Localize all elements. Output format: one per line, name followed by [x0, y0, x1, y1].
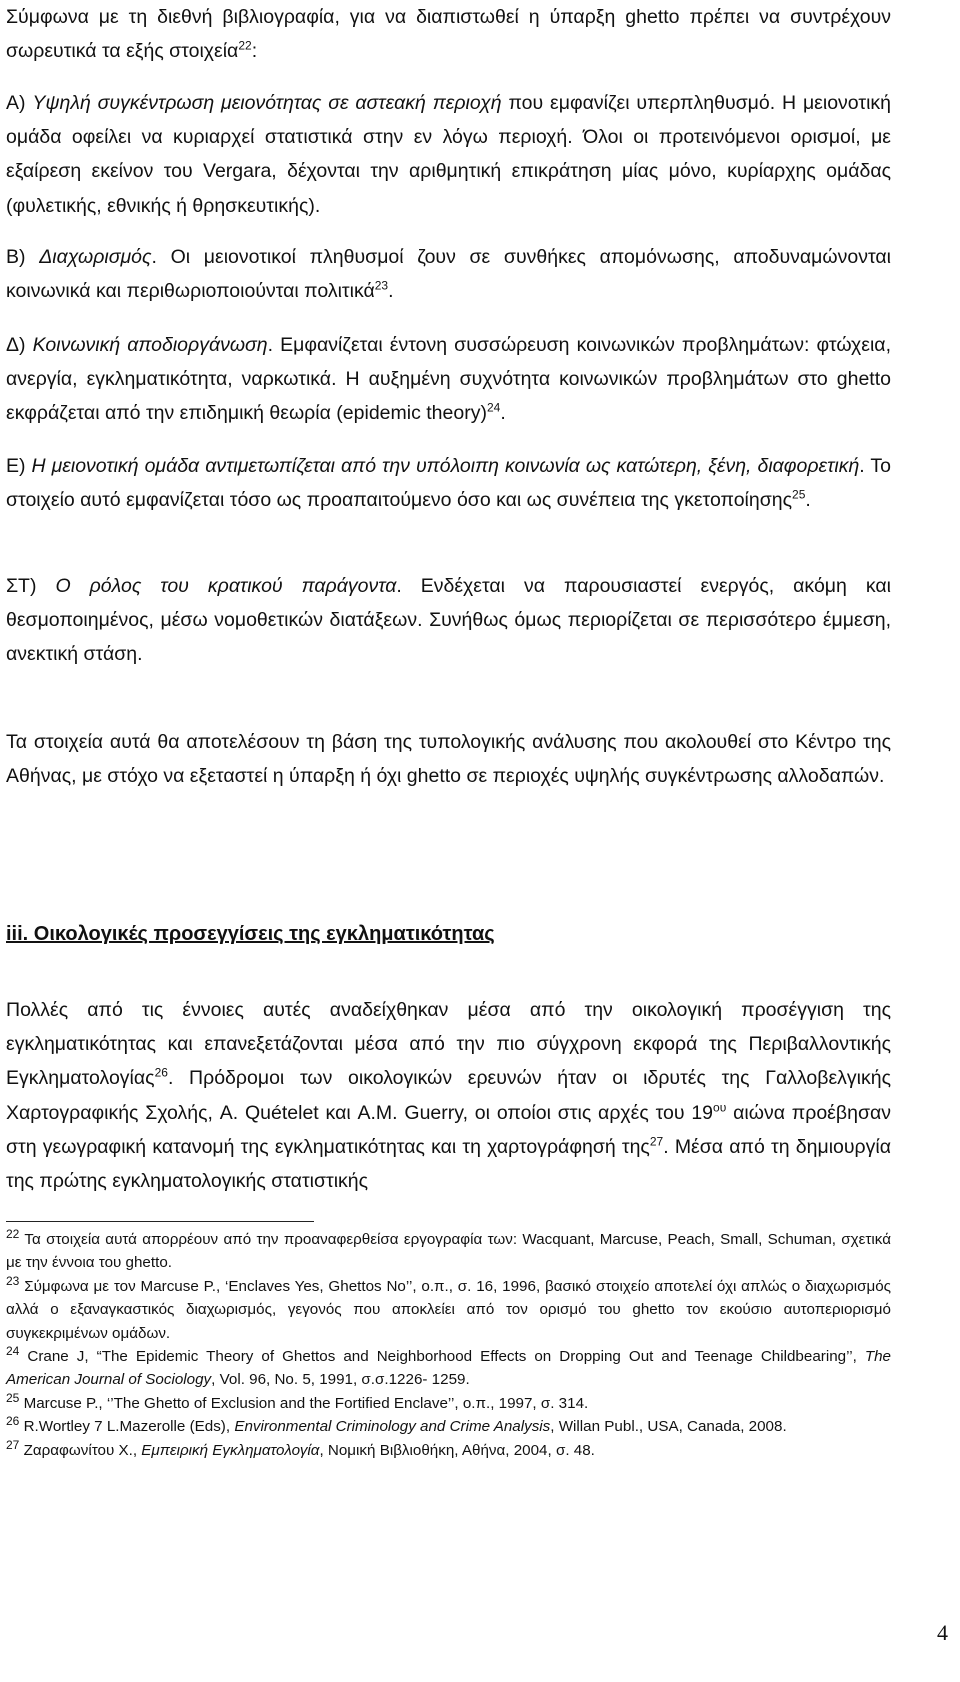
footnote-24 — [6, 1345, 891, 1392]
footnote-text: Σύμφωνα με τον Marcuse P., ‘Enclaves Yes, Ghettos No’’, ο.π., σ. 16, 1996, βασικό στοιχείο αποτελεί όχι απλώς ο διαχωρισμός αλλά ο εξαναγκαστικός διαχωρισμός, γεγονός που αποκλείει από τον ορισμό του ghetto τον εκούσιο αυτοπεριορισμό συγκεκριμένων ομάδων. — [6, 1277, 891, 1342]
criterion-d-text: . Εμφανίζεται έντονη συσσώρευση κοινωνικών προβλημάτων: φτώχεια, ανεργία, εγκληματικότητα, ναρκωτικά. Η αυξημένη συχνότητα κοινωνικών προβλημάτων στο ghetto εκφράζεται από την επιδημική θεωρία (epidemic theory) — [6, 334, 891, 425]
footnote-ref-27[interactable]: 27 — [649, 1134, 664, 1149]
footnote-text: R.Wortley 7 L.Mazerolle (Eds), — [19, 1418, 235, 1436]
footnote-22 — [6, 1228, 891, 1275]
section-text-3: αιώνα προέβησαν στη γεωγραφική κατανομή της εγκληματικότητας και τη χαρτογράφησή της — [6, 1101, 891, 1158]
criterion-d-label: Δ) — [6, 334, 33, 356]
criterion-b-text: . Οι μειονοτικοί πληθυσμοί ζουν σε συνθήκες απομόνωσης, αποδυναμώνονται κοινωνικά και περιθωριοποιούνται πολιτικά — [6, 246, 891, 303]
footnote-separator — [6, 1221, 314, 1222]
footnote-ref-22[interactable]: 22 — [238, 38, 252, 53]
footnote-number: 22 — [6, 1226, 20, 1241]
intro-text: Σύμφωνα με τη διεθνή βιβλιογραφία, για να διαπιστωθεί η ύπαρξη ghetto πρέπει να συντρέχουν σωρευτικά τα εξής στοιχεία — [6, 6, 891, 63]
footnote-25 — [6, 1392, 891, 1415]
criterion-e-label: Ε) — [6, 455, 32, 477]
footnote-ref-25[interactable]: 25 — [792, 487, 806, 502]
criterion-st — [6, 569, 891, 672]
section-text-4: . Μέσα από τη δημιουργία της πρώτης εγκληματολογικής στατιστικής — [6, 1135, 891, 1193]
footnote-text: , Νομική Βιβλιοθήκη, Αθήνα, 2004, σ. 48. — [319, 1441, 595, 1459]
footnote-number: 23 — [6, 1273, 20, 1288]
footnote-text: Marcuse P., ‘’The Ghetto of Exclusion and the Fortified Enclave’’, ο.π., 1997, σ. 314. — [19, 1394, 589, 1412]
page-number: 4 — [937, 1620, 948, 1645]
footnote-text: , Willan Publ., USA, Canada, 2008. — [550, 1418, 787, 1436]
criterion-e-tail: . — [805, 489, 811, 512]
criterion-st-label: ΣΤ) — [6, 575, 56, 597]
footnote-23 — [6, 1275, 891, 1345]
footnote-text: Ζαραφωνίτου Χ., — [19, 1441, 142, 1459]
footnote-text: Τα στοιχεία αυτά απορρέουν από την προαναφερθείσα εργογραφία των: Wacquant, Marcuse, Peach, Small, Schuman, σχετικά με την έννοια του ghetto. — [6, 1231, 891, 1272]
footnote-number: 24 — [6, 1343, 20, 1358]
section-text-1: Πολλές από τις έννοιες αυτές αναδείχθηκαν μέσα από την οικολογική προσέγγιση της εγκληματικότητας και επανεξετάζονται μέσα από την πιο σύγχρονη εκφορά της Περιβαλλοντικής Εγκληματολογίας — [6, 999, 891, 1090]
footnote-journal: The American Journal of Sociology — [6, 1348, 891, 1389]
section-heading: iii. Οικολογικές προσεγγίσεις της εγκληματικότητας — [6, 923, 495, 945]
criterion-a-label: Α) — [6, 92, 33, 114]
footnote-number: 27 — [6, 1437, 20, 1452]
criterion-b — [6, 240, 891, 308]
criterion-d-tail: . — [500, 402, 506, 425]
section-paragraph — [6, 993, 891, 1198]
footnote-book-title: Εμπειρική Εγκληματολογία — [141, 1441, 320, 1459]
footnote-ref-23[interactable]: 23 — [374, 278, 389, 293]
section-text-2: . Πρόδρομοι των οικολογικών ερευνών ήταν οι ιδρυτές της Γαλλοβελγικής Χαρτογραφικής Σχολής, A. Quételet και A.M. Guerry, οι οποίοι στις αρχές του 19 — [6, 1067, 891, 1124]
criterion-d-title: Κοινωνική αποδιοργάνωση — [32, 334, 268, 356]
criterion-a-text: που εμφανίζει υπερπληθυσμό. Η μειονοτική ομάδα οφείλει να κυριαρχεί στατιστικά στην εν λόγω περιοχή. Όλοι οι προτεινόμενοι ορισμοί, με εξαίρεση εκείνον του Vergara, δέχονται την αριθμητική επικράτηση μίας μόνο, κυρίαρχης ομάδας (φυλετικής, εθνικής ή θρησκευτικής). — [6, 92, 892, 217]
criterion-e-text: . Το στοιχείο αυτό εμφανίζεται τόσο ως προαπαιτούμενο όσο και ως συνέπεια της γκετοποίησης — [6, 455, 891, 512]
footnote-ref-26[interactable]: 26 — [154, 1065, 168, 1080]
criterion-b-label: Β) — [6, 246, 40, 268]
footnotes — [6, 1228, 891, 1462]
intro-paragraph — [6, 0, 891, 68]
criterion-st-text: . Ενδέχεται να παρουσιαστεί ενεργός, ακόμη και θεσμοποιημένος, μέσω νομοθετικών διατάξεων. Συνήθως όμως περιορίζεται σε περισσότερο έμμεση, ανεκτική στάση. — [6, 575, 891, 666]
summary-text: Τα στοιχεία αυτά θα αποτελέσουν τη βάση της τυπολογικής ανάλυσης που ακολουθεί στο Κέντρο της Αθήνας, με στόχο να εξεταστεί η ύπαρξη ή όχι ghetto σε περιοχές υψηλής συγκέντρωσης αλλοδαπών. — [6, 731, 891, 788]
intro-tail: : — [251, 40, 258, 63]
footnote-27 — [6, 1439, 891, 1462]
footnote-number: 25 — [6, 1390, 20, 1405]
footnote-number: 26 — [6, 1414, 20, 1429]
criterion-d — [6, 328, 891, 431]
footnote-26 — [6, 1415, 891, 1438]
criterion-b-tail: . — [388, 280, 394, 303]
summary-paragraph — [6, 725, 891, 793]
criterion-b-title: Διαχωρισμός — [39, 246, 152, 268]
footnote-text: Crane J, “The Epidemic Theory of Ghettos and Neighborhood Effects on Dropping Out and Teenage Childbearing’’, — [19, 1348, 865, 1366]
footnote-book-title: Environmental Criminology and Crime Analysis — [234, 1418, 551, 1436]
ordinal-suffix: ου — [713, 1100, 727, 1115]
footnote-text: , Vol. 96, No. 5, 1991, σ.σ.1226- 1259. — [211, 1371, 470, 1389]
criterion-a-title: Υψηλή συγκέντρωση μειονότητας σε αστεακή περιοχή — [32, 92, 502, 114]
criterion-st-title: Ο ρόλος του κρατικού παράγοντα — [55, 575, 397, 597]
footnote-ref-24[interactable]: 24 — [486, 400, 501, 415]
criterion-a — [6, 86, 891, 223]
criterion-e-title: Η μειονοτική ομάδα αντιμετωπίζεται από την υπόλοιπη κοινωνία ως κατώτερη, ξένη, διαφορετική — [31, 455, 860, 477]
criterion-e — [6, 449, 891, 517]
